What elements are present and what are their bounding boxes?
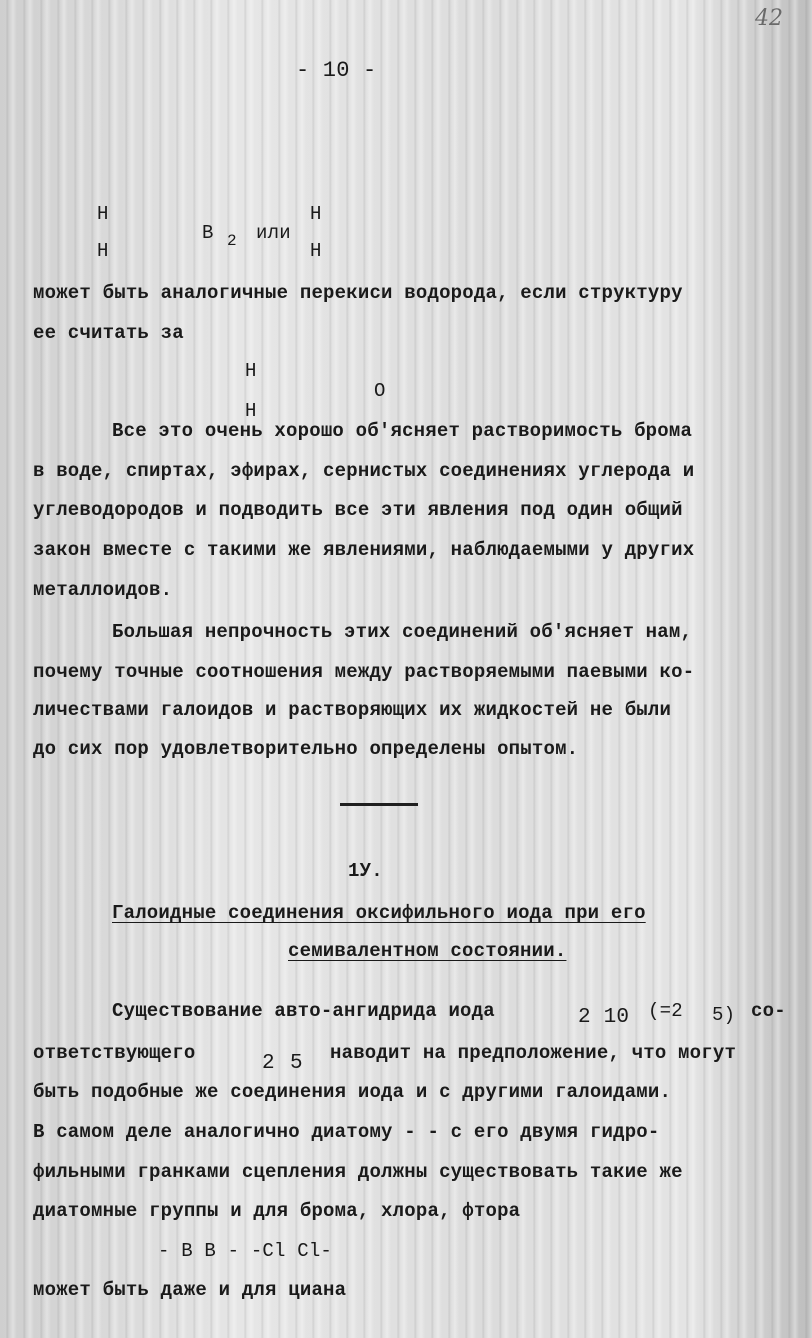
para4-formula-210: 2 10: [578, 1006, 630, 1029]
formula2-o: O: [374, 380, 386, 402]
para2-line4: закон вместе с такими же явлениями, наблюдаемыми у других: [33, 539, 695, 561]
para4-formula-5: 5): [712, 1004, 736, 1026]
para4-line3: быть подобные же соединения иода и с другими галоидами.: [33, 1081, 672, 1103]
page-number: - 10 -: [296, 58, 377, 83]
formula-h-upper-left: H: [97, 203, 109, 225]
para4-line2-start: ответствующего: [33, 1042, 196, 1064]
para1-line1: может быть аналогичные перекиси водорода, если структуру: [33, 282, 683, 304]
para3-line3: личествами галоидов и растворяющих их жидкостей не были: [33, 699, 672, 721]
formula-h-lower-left: H: [97, 240, 109, 262]
para1-line2: ее считать за: [33, 322, 184, 344]
para4-line1-end: со-: [751, 1000, 786, 1022]
para3-line2: почему точные соотношения между растворяемыми паевыми ко-: [33, 661, 695, 683]
formula2-h-lower: H: [245, 400, 257, 422]
archive-page-mark: 42: [755, 6, 783, 31]
formula2-h-upper: H: [245, 360, 257, 382]
formula-h-lower-right: H: [310, 240, 322, 262]
para4-line4: В самом деле аналогично диатому - - с его двумя гидро-: [33, 1121, 660, 1143]
section-title-line1: Галоидные соединения оксифильного иода при его: [112, 902, 646, 924]
para4-line2-end: наводит на предположение, что могут: [330, 1042, 737, 1064]
para4-line8: может быть даже и для циана: [33, 1279, 347, 1301]
para2-line1: Все это очень хорошо об'ясняет растворимость брома: [112, 420, 693, 442]
formula-h-upper-right: H: [310, 203, 322, 225]
para4-line6: диатомные группы и для брома, хлора, фтора: [33, 1200, 521, 1222]
section-title-line2: семивалентном состоянии.: [288, 940, 567, 962]
para4-line1-text: Существование авто-ангидрида иода: [112, 1000, 495, 1022]
para3-line1: Большая непрочность этих соединений об'ясняет нам,: [112, 621, 693, 643]
section-divider: [340, 803, 418, 806]
para4-formula-5b: 5: [290, 1052, 303, 1075]
section-number: 1У.: [348, 860, 383, 882]
para2-line5: металлоидов.: [33, 579, 173, 601]
para4-formula-line: - B B - -Cl Cl-: [158, 1240, 333, 1262]
formula-ili: или: [256, 222, 291, 244]
para2-line2: в воде, спиртах, эфирах, сернистых соединениях углерода и: [33, 460, 695, 482]
formula-b: B: [202, 222, 214, 244]
para4-formula-2: 2: [262, 1052, 275, 1075]
formula-subscript-2: 2: [227, 232, 237, 250]
para2-line3: углеводородов и подводить все эти явления под один общий: [33, 499, 683, 521]
para4-formula-eq2: (=2: [648, 1000, 683, 1022]
para3-line4: до сих пор удовлетворительно определены опытом.: [33, 738, 579, 760]
para4-line5: фильными гранками сцепления должны существовать такие же: [33, 1161, 683, 1183]
